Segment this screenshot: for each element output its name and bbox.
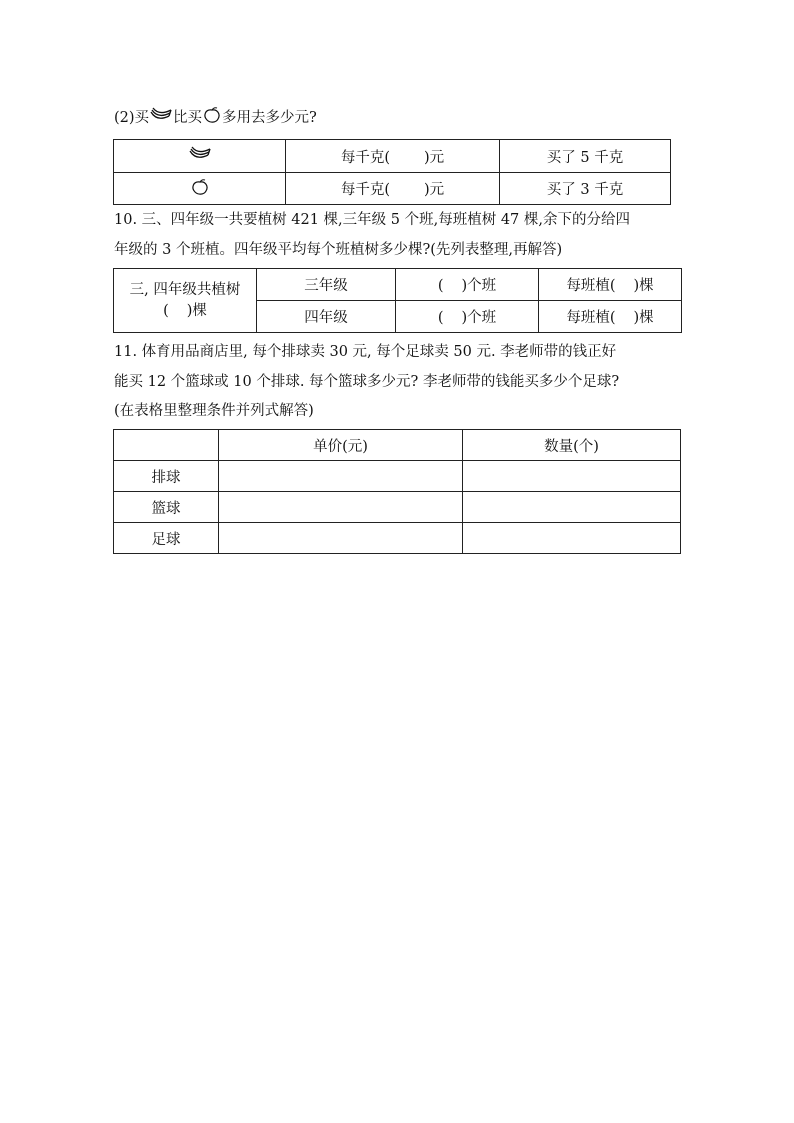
answer-cell[interactable]	[219, 523, 463, 554]
q11-line-2: 能买 12 个篮球或 10 个排球. 每个篮球多少元? 李老师带的钱能买多少个足球?	[114, 374, 620, 390]
banana-icon	[149, 106, 173, 130]
table-row	[114, 430, 681, 461]
table-cell: 四年级	[257, 301, 396, 333]
table-cell: 篮球	[114, 492, 219, 523]
table-cell	[114, 140, 286, 173]
peach-icon	[202, 106, 222, 130]
peach-icon	[190, 178, 210, 200]
answer-cell[interactable]	[219, 492, 463, 523]
q11-line-1: 11. 体育用品商店里, 每个排球卖 30 元, 每个足球卖 50 元. 李老师带的钱正好	[114, 344, 617, 360]
table-cell: 排球	[114, 461, 219, 492]
table-cell: 每班植( )棵	[539, 301, 682, 333]
table-cell: ( )个班	[396, 301, 539, 333]
q9-2-text-b: 比买	[173, 110, 203, 126]
table-cell: 三年级	[257, 269, 396, 301]
table-cell: 足球	[114, 523, 219, 554]
q11-line-3: (在表格里整理条件并列式解答)	[114, 403, 314, 419]
table-cell: 三, 四年级共植树 ( )棵	[114, 269, 257, 333]
table-header-cell	[114, 430, 219, 461]
q9-2-question	[114, 106, 317, 130]
table-cell: 每千克( )元	[286, 173, 500, 205]
table-row	[114, 461, 681, 492]
table-row	[114, 173, 671, 205]
table-cell: ( )个班	[396, 269, 539, 301]
table-cell: 买了 5 千克	[500, 140, 671, 173]
banana-icon	[187, 145, 213, 167]
table-row	[114, 492, 681, 523]
table-row	[114, 269, 682, 301]
q9-2-text-c: 多用去多少元?	[222, 110, 317, 126]
table-header-cell: 数量(个)	[463, 430, 681, 461]
table-cell	[114, 173, 286, 205]
table-cell: 每班植( )棵	[539, 269, 682, 301]
q10-line-1: 10. 三、四年级一共要植树 421 棵,三年级 5 个班,每班植树 47 棵,余下的分给四	[114, 212, 631, 228]
q9-2-table	[113, 139, 671, 205]
q10-table	[113, 268, 682, 333]
q9-2-text-a: (2)买	[114, 110, 150, 126]
answer-cell[interactable]	[463, 492, 681, 523]
answer-cell[interactable]	[219, 461, 463, 492]
table-cell: 每千克( )元	[286, 140, 500, 173]
answer-cell[interactable]	[463, 523, 681, 554]
table-cell: 买了 3 千克	[500, 173, 671, 205]
table-header-cell: 单价(元)	[219, 430, 463, 461]
answer-cell[interactable]	[463, 461, 681, 492]
q10-line-2: 年级的 3 个班植。四年级平均每个班植树多少棵?(先列表整理,再解答)	[114, 242, 563, 258]
table-row	[114, 140, 671, 173]
table-row	[114, 523, 681, 554]
q11-table	[113, 429, 681, 554]
